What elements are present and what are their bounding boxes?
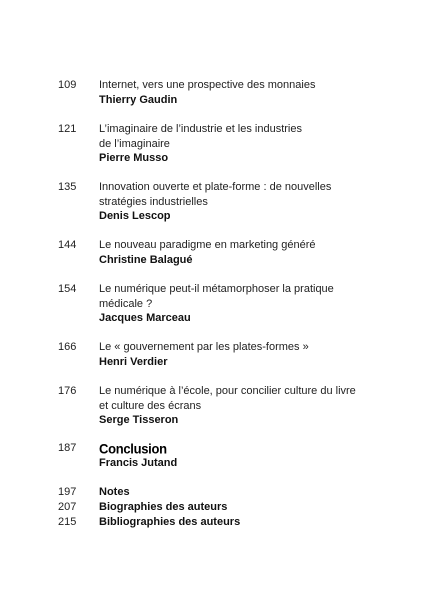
back-matter-title: Notes <box>99 486 130 498</box>
page-number: 197 <box>58 486 77 498</box>
page-number: 187 <box>58 442 77 454</box>
back-matter-title: Bibliographies des auteurs <box>99 516 241 528</box>
section-title: Conclusion <box>99 441 167 457</box>
chapter-author: Pierre Musso <box>99 152 169 164</box>
chapter-title: Internet, vers une prospective des monnaies <box>99 79 316 91</box>
chapter-title-continued: médicale ? <box>99 297 153 310</box>
chapter-title: Innovation ouverte et plate-forme : de nouvelles <box>99 181 332 193</box>
section-author: Francis Jutand <box>99 457 178 469</box>
chapter-author: Serge Tisseron <box>99 414 179 426</box>
page-number: 176 <box>58 385 77 397</box>
page-number: 154 <box>58 283 77 295</box>
chapter-author: Christine Balagué <box>99 253 193 266</box>
chapter-title-continued: et culture des écrans <box>99 399 202 412</box>
chapter-author: Denis Lescop <box>99 210 171 222</box>
chapter-author: Jacques Marceau <box>99 312 191 324</box>
page-number: 135 <box>58 181 77 193</box>
page-number: 121 <box>58 123 77 135</box>
back-matter-title: Biographies des auteurs <box>99 501 228 513</box>
page-number: 144 <box>58 239 77 251</box>
chapter-title: L’imaginaire de l’industrie et les industries <box>99 123 302 135</box>
chapter-title: Le nouveau paradigme en marketing généré <box>99 239 316 251</box>
chapter-title: Le numérique à l’école, pour concilier culture du livre <box>99 385 356 397</box>
chapter-title: Le « gouvernement par les plates-formes » <box>99 341 309 353</box>
page-number: 215 <box>58 516 77 528</box>
chapter-author: Henri Verdier <box>99 355 168 368</box>
page-number: 166 <box>58 341 77 353</box>
chapter-author: Thierry Gaudin <box>99 93 178 106</box>
chapter-title-continued: stratégies industrielles <box>99 195 208 208</box>
page-number: 207 <box>58 501 77 513</box>
chapter-title: Le numérique peut-il métamorphoser la pratique <box>99 283 334 295</box>
chapter-title-continued: de l’imaginaire <box>99 137 170 150</box>
page-number: 109 <box>58 79 77 91</box>
